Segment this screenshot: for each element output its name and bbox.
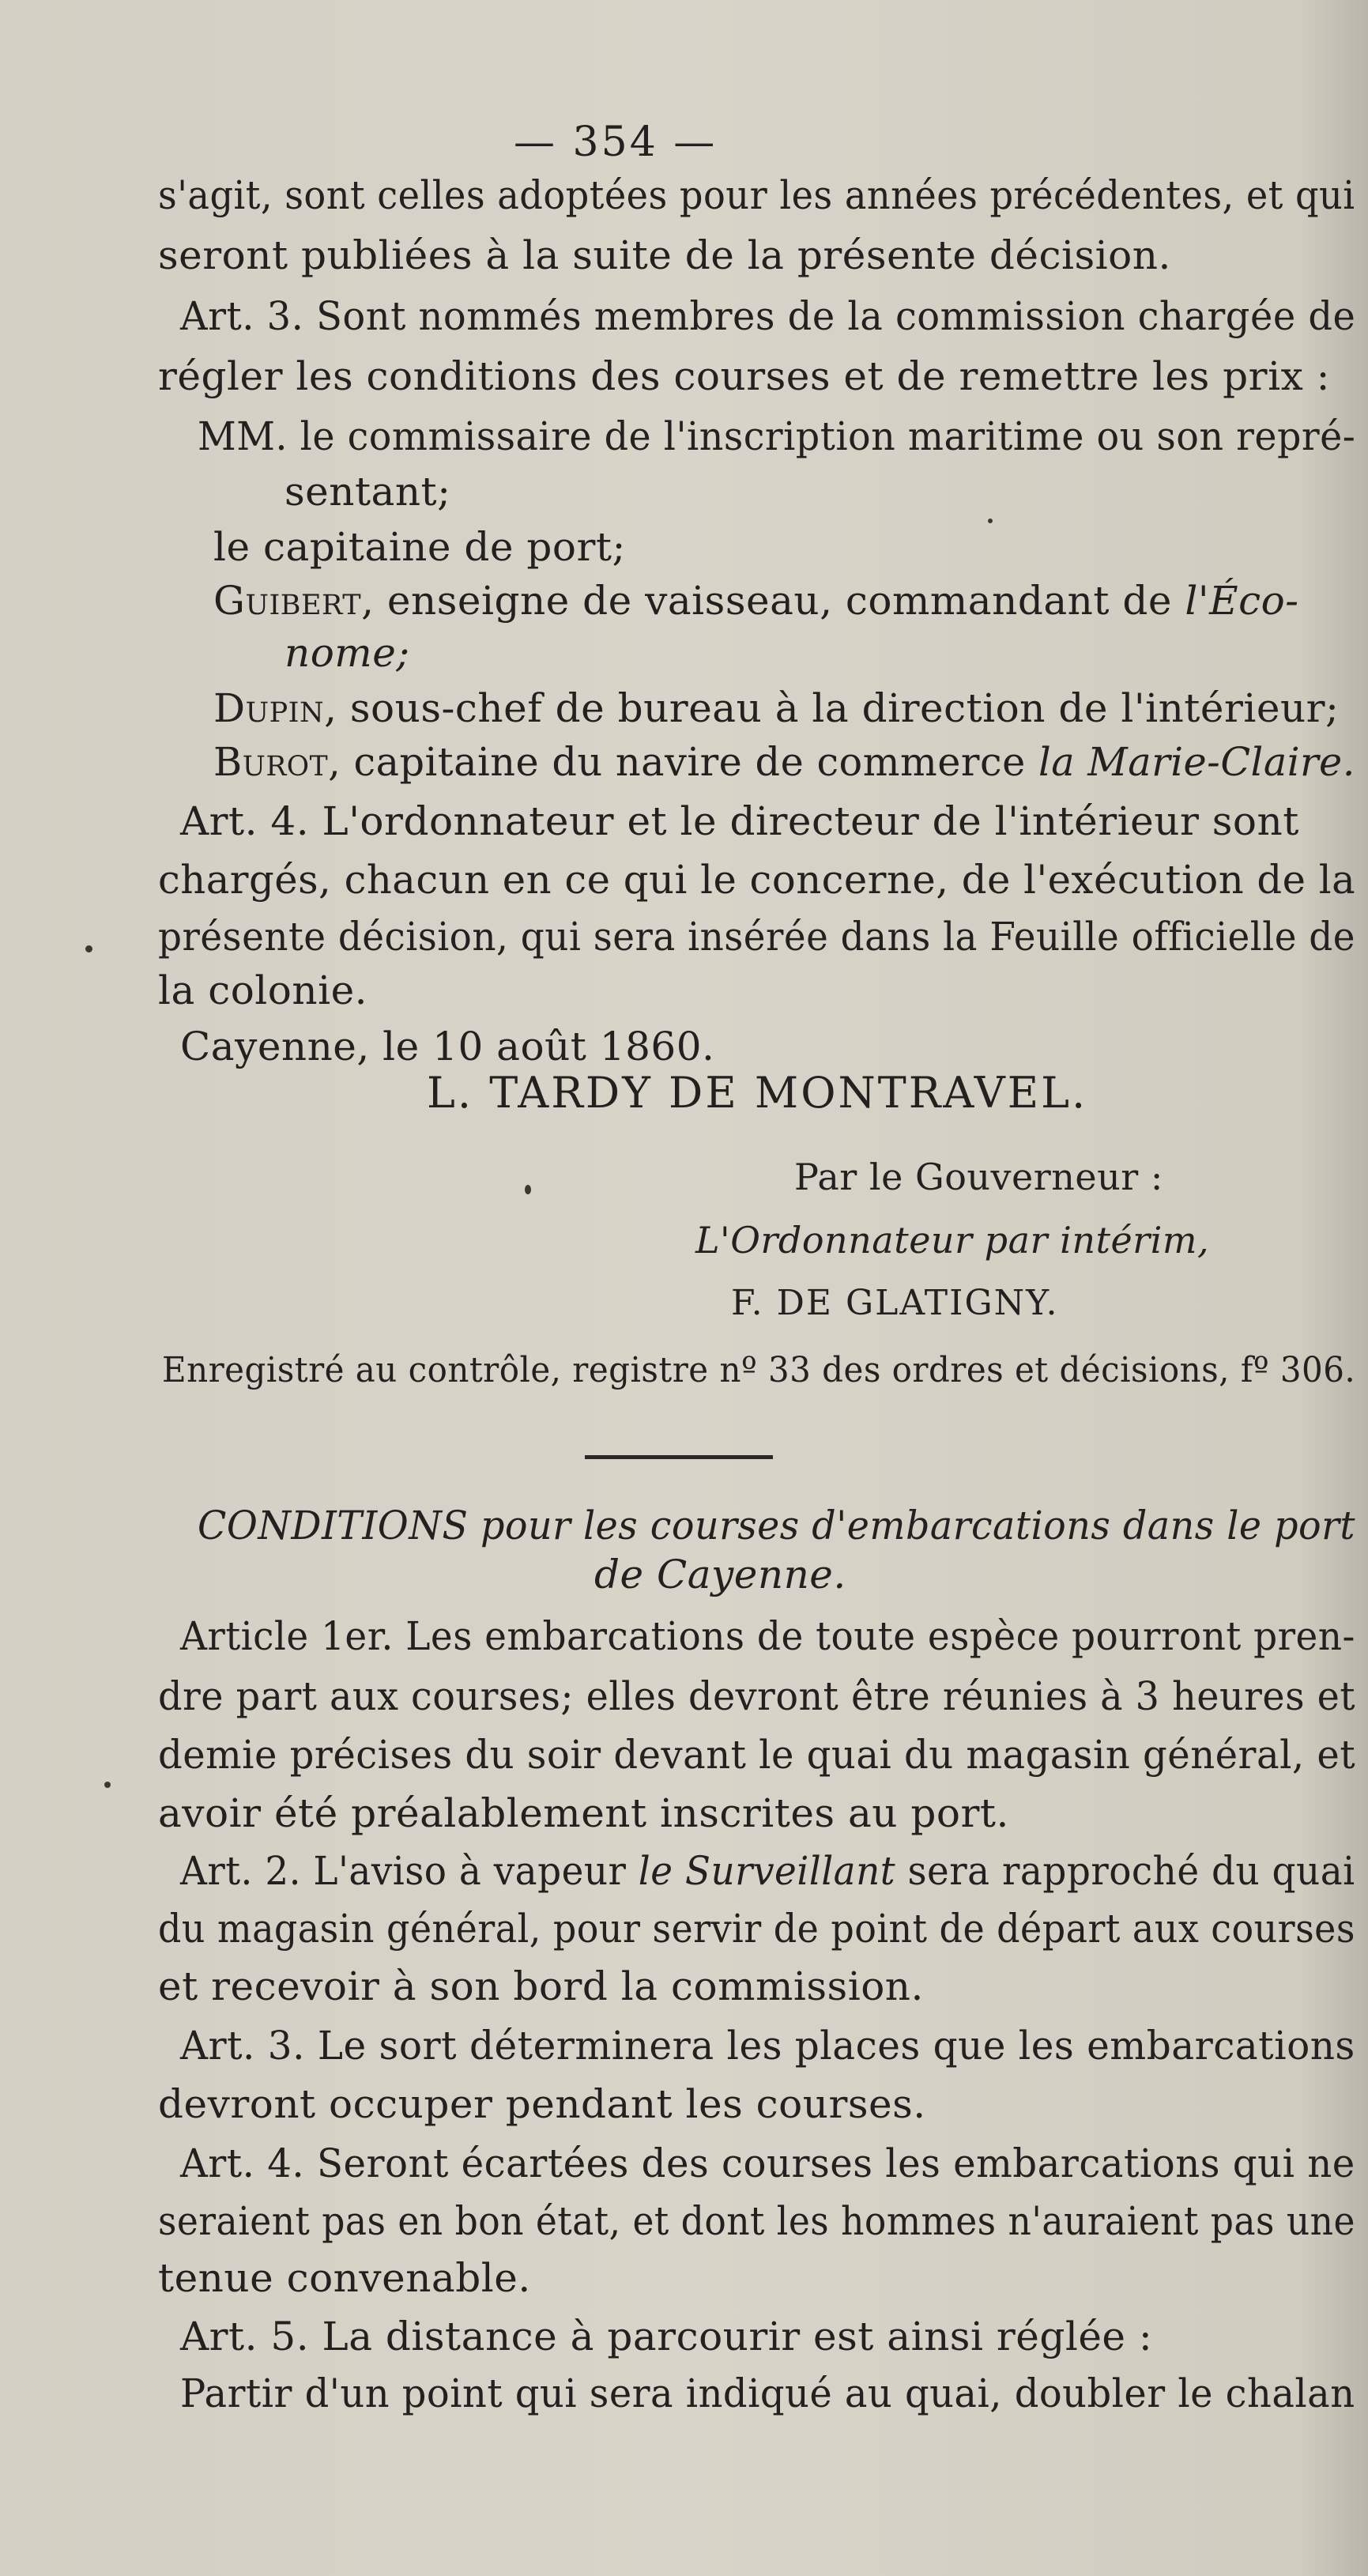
- text-line: du magasin général, pour servir de point de départ aux courses: [158, 1906, 1355, 1952]
- person-name: Dupin: [213, 685, 325, 731]
- section-title: [198, 1502, 1355, 1549]
- text-line: [213, 577, 1299, 624]
- signature-by: Par le Gouverneur :: [794, 1156, 1163, 1198]
- text-span: Art. 2. L'aviso à vapeur: [180, 1848, 639, 1894]
- text-span: , capitaine du navire de commerce: [328, 739, 1038, 785]
- text-line: présente décision, qui sera insérée dans la Feuille officielle de: [158, 914, 1355, 960]
- signature-role: L'Ordonnateur par intérim,: [695, 1219, 1210, 1262]
- text-line: chargés, chacun en ce qui le concerne, de l'exécution de la: [158, 857, 1356, 903]
- text-line: demie précises du soir devant le quai du magasin général, et: [158, 1732, 1356, 1778]
- section-title-rest: pour les courses d'embarcations dans le port: [468, 1503, 1355, 1548]
- person-name: Guibert: [213, 578, 362, 624]
- text-span: , sous-chef de bureau à la direction de l'intérieur;: [324, 685, 1340, 731]
- text-line: Art. 4. L'ordonnateur et le directeur de l'intérieur sont: [180, 798, 1299, 844]
- text-line: dre part aux courses; elles devront être réunies à 3 heures et: [158, 1673, 1355, 1719]
- text-line: seraient pas en bon état, et dont les hommes n'auraient pas une: [158, 2198, 1355, 2244]
- text-line: tenue convenable.: [158, 2255, 531, 2301]
- text-span: sera rapproché du quai: [895, 1848, 1355, 1894]
- paper-speck: [988, 519, 993, 523]
- text-line: Partir d'un point qui sera indiqué au quai, doubler le chalan: [180, 2370, 1355, 2416]
- ship-name: la Marie-Claire.: [1038, 739, 1355, 785]
- ship-name: le Surveillant: [638, 1848, 896, 1894]
- text-line: s'agit, sont celles adoptées pour les années précédentes, et qui: [158, 172, 1355, 218]
- text-line: [213, 738, 1355, 786]
- text-line: [213, 685, 1339, 732]
- registration-note: Enregistré au contrôle, registre nº 33 des ordres et décisions, fº 306.: [162, 1350, 1356, 1390]
- text-line: avoir été préalablement inscrites au port.: [158, 1790, 1009, 1836]
- text-line: seront publiées à la suite de la présente décision.: [158, 232, 1171, 278]
- section-title-line2: de Cayenne.: [594, 1552, 846, 1597]
- text-line: Art. 3. Sont nommés membres de la commission chargée de: [180, 293, 1356, 339]
- text-line: le capitaine de port;: [213, 524, 626, 570]
- text-line: régler les conditions des courses et de remettre les prix :: [158, 353, 1331, 399]
- text-line: Art. 5. La distance à parcourir est ainsi réglée :: [180, 2314, 1153, 2359]
- ship-name: l'Éco-: [1185, 578, 1299, 624]
- person-name: Burot: [213, 739, 329, 785]
- ship-name: nome;: [285, 630, 410, 676]
- text-line: MM. le commissaire de l'inscription maritime ou son repré-: [198, 413, 1356, 459]
- text-span: , enseigne de vaisseau, commandant de: [361, 578, 1185, 624]
- signature-signer: F. DE GLATIGNY.: [731, 1283, 1059, 1323]
- paper-speck: [104, 1782, 111, 1788]
- text-line: Article 1er. Les embarcations de toute espèce pourront pren-: [180, 1613, 1355, 1659]
- text-line: Art. 4. Seront écartées des courses les embarcations qui ne: [180, 2140, 1355, 2186]
- text-line: et recevoir à son bord la commission.: [158, 1963, 924, 2009]
- dateline: Cayenne, le 10 août 1860.: [180, 1024, 715, 1069]
- text-line: Art. 3. Le sort déterminera les places que les embarcations: [180, 2023, 1355, 2069]
- page-number: — 354 —: [514, 119, 718, 166]
- signature-name: L. TARDY DE MONTRAVEL.: [427, 1068, 1088, 1118]
- paper-speck: [85, 945, 92, 952]
- section-title-caps: CONDITIONS: [198, 1503, 469, 1548]
- text-line: devront occuper pendant les courses.: [158, 2081, 926, 2127]
- text-line: sentant;: [285, 469, 451, 515]
- section-divider: [585, 1455, 773, 1459]
- text-line: [285, 629, 410, 677]
- paper-speck: [525, 1185, 531, 1194]
- text-line: la colonie.: [158, 967, 368, 1013]
- text-line: [180, 1847, 1355, 1895]
